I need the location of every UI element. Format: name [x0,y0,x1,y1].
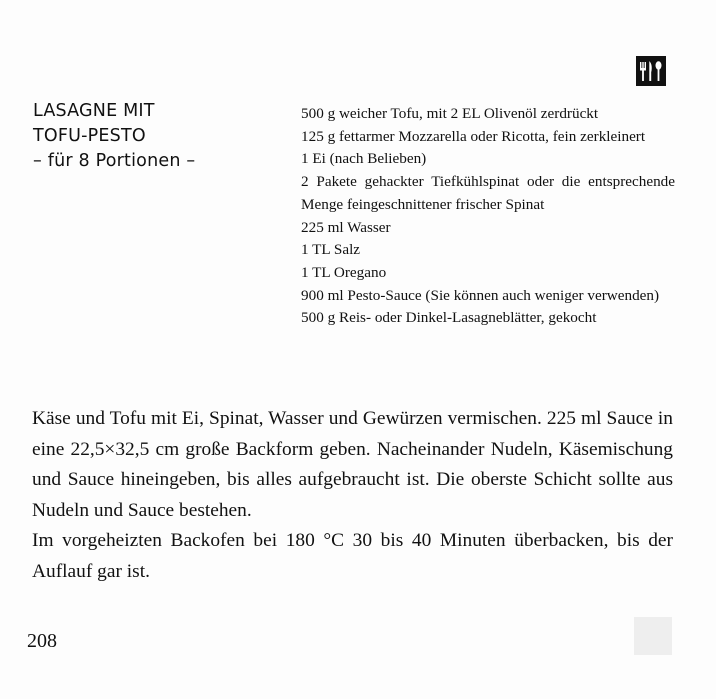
ingredient-item: 225 ml Wasser [301,218,391,236]
faint-cutlery-icon [634,617,672,655]
ingredient-item: 1 TL Oregano [301,263,387,281]
instructions-paragraph-1: Käse und Tofu mit Ei, Spinat, Wasser und Gewürzen vermischen. 225 ml Sauce in eine 22,5×32,5 cm große Backform geben. Nacheinander Nudeln, Käsemischung und Sauce hineingeben, bis alles aufgebraucht ist. Die oberste Schicht sollte aus Nudeln und Sauce bestehen. [32,408,673,521]
ingredient-item: 500 g Reis- oder Dinkel-Lasagneblätter, gekocht [301,309,597,327]
ingredient-item: 1 Ei (nach Belieben) [301,150,427,168]
cutlery-icon [636,56,666,86]
instructions-paragraph-2: Im vorgeheizten Backofen bei 180 °C 30 bis 40 Minuten überbacken, bis der Auflauf gar ist. [32,530,673,582]
instructions [32,404,673,587]
ingredient-item: 500 g weicher Tofu, mit 2 EL Olivenöl zerdrückt [301,105,599,122]
recipe-title-line-1: LASAGNE MIT [33,101,155,121]
recipe-portions: – für 8 Portionen – [33,151,196,171]
ingredient-item: 125 g fettarmer Mozzarella oder Ricotta, fein zerkleinert [301,127,646,145]
page-number: 208 [27,630,57,652]
ingredient-item: 2 Pakete gehackter Tiefkühlspinat oder die entsprechende Menge feingeschnittener frischer Spinat [301,173,675,213]
ingredient-item: 900 ml Pesto-Sauce (Sie können auch weniger verwenden) [301,286,660,304]
recipe-title-line-2: TOFU-PESTO [33,126,146,146]
ingredient-item: 1 TL Salz [301,241,361,259]
ingredient-list [301,103,675,330]
recipe-title [33,99,283,174]
